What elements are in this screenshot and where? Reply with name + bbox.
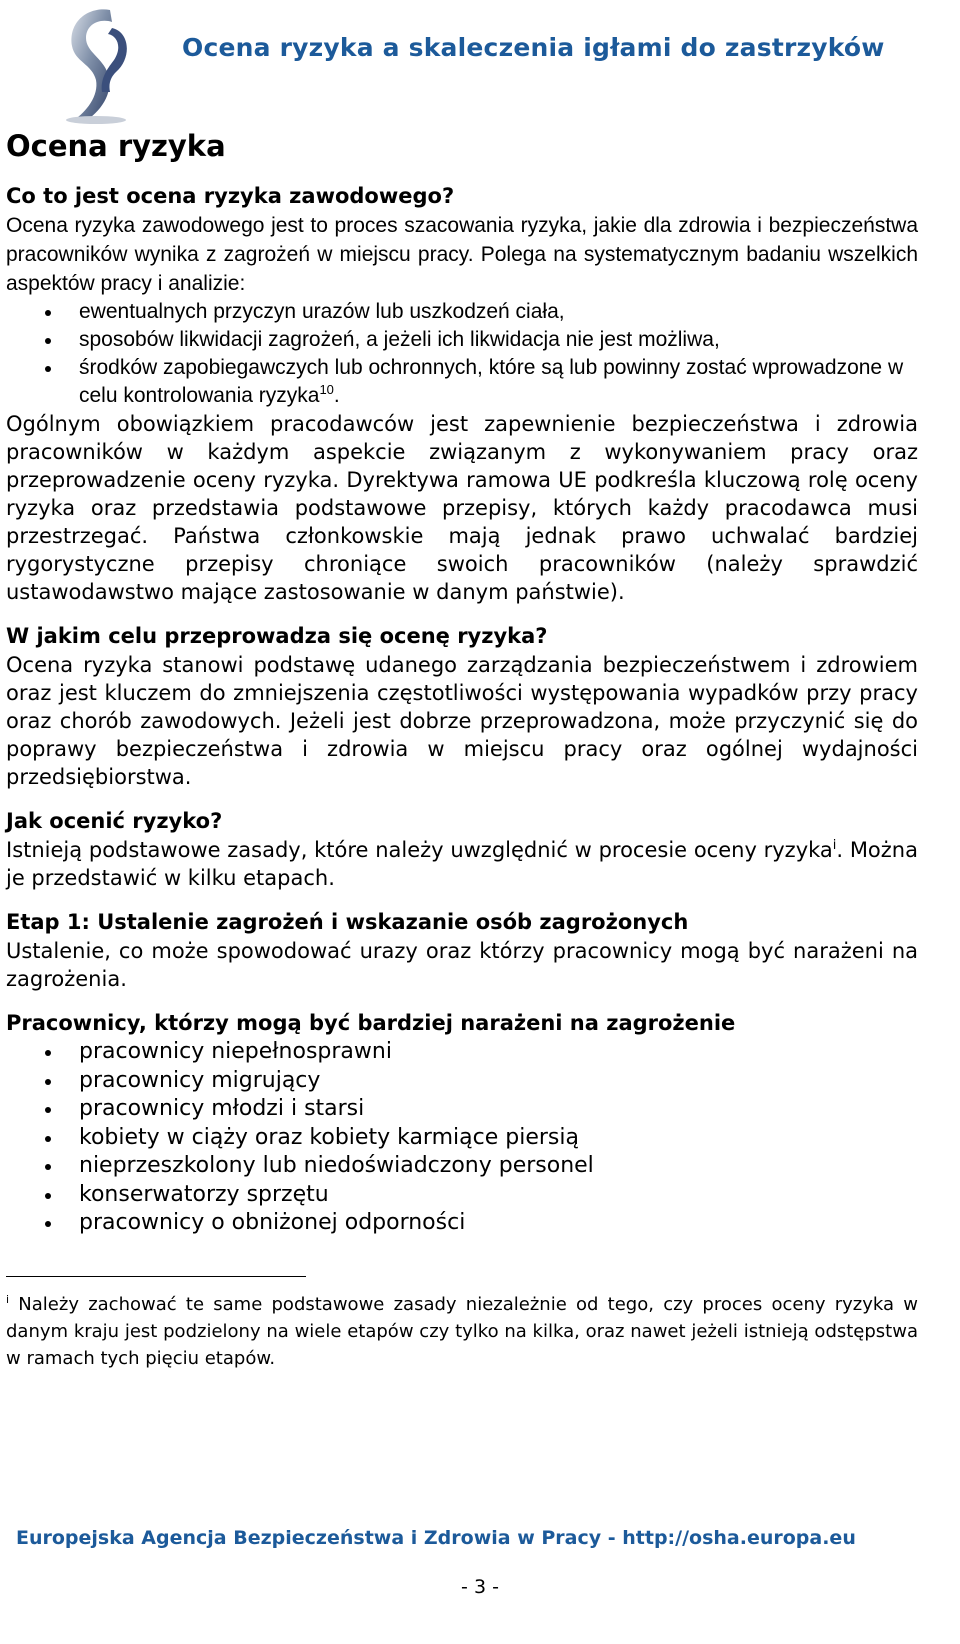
page-number: - 3 - [461,1576,499,1598]
section-paragraph: Ocena ryzyka stanowi podstawę udanego zarządzania bezpieczeństwem i zdrowiem oraz jest kluczem do zmniejszenia częstotliwości występowania wypadków przy pracy oraz chorób zawodowych. Jeżeli jest dobrze przeprowadzona, może przyczynić się do poprawy bezpieczeństwa i zdrowia w miejscu pracy oraz ogólnej wydajności przedsiębiorstwa. [6,653,918,789]
running-header-title: Ocena ryzyka a skaleczenia igłami do zastrzyków [182,33,885,62]
analysis-list [6,298,918,410]
section-heading-how: Jak ocenić ryzyko? [6,809,223,833]
document-body [6,126,918,1372]
page-footer: Europejska Agencja Bezpieczeństwa i Zdrowia w Pracy - http://osha.europa.eu [16,1527,856,1549]
list-item: sposobów likwidacji zagrożeń, a jeżeli ich likwidacja nie jest możliwa, [6,326,918,354]
osha-logo-icon [52,2,142,126]
section-heading-purpose: W jakim celu przeprowadza się ocenę ryzyka? [6,624,548,648]
page-title: Ocena ryzyka [6,129,226,163]
footnote-marker: i [6,1292,10,1306]
section-heading-what-is: Co to jest ocena ryzyka zawodowego? [6,184,455,208]
reference-superscript: 10 [319,382,334,397]
section-heading-vulnerable: Pracownicy, którzy mogą być bardziej narażeni na zagrożenie [6,1011,736,1035]
section-paragraph: Ocena ryzyka zawodowego jest to proces szacowania ryzyka, jakie dla zdrowia i bezpieczeństwa pracowników wynika z zagrożeń w miejscu pracy. Polega na systematycznym badaniu wszelkich aspektów pracy i analizie: [6,214,918,295]
section-heading-stage-1: Etap 1: Ustalenie zagrożeń i wskazanie osób zagrożonych [6,910,689,934]
list-item: środków zapobiegawczych lub ochronnych, które są lub powinny zostać wprowadzone w celu kontrolowania ryzyka$^{10}$. [6,354,918,410]
section-paragraph: Istnieją podstawowe zasady, które należy uwzględnić w procesie oceny ryzyka$^i$. Można je przedstawić w kilku etapach. [6,838,918,890]
list-item: konserwatorzy sprzętu [6,1181,918,1210]
section-paragraph: Ogólnym obowiązkiem pracodawców jest zapewnienie bezpieczeństwa i zdrowia pracowników w każdym aspekcie związanym z wykonywaniem pracy oraz przeprowadzenie oceny ryzyka. Dyrektywa ramowa UE podkreśla kluczową rolę oceny ryzyka oraz przedstawia podstawowe przepisy, których każdy pracodawca musi przestrzegać. Państwa członkowskie mają jednak prawo uchwalać bardziej rygorystyczne przepisy chroniące swoich pracowników (należy sprawdzić ustawodawstwo mające zastosowanie w danym państwie). [6,412,918,604]
vulnerable-workers-list [6,1038,918,1238]
list-item: pracownicy niepełnosprawni [6,1038,918,1067]
list-item: nieprzeszkolony lub niedoświadczony personel [6,1152,918,1181]
list-item: pracownicy migrujący [6,1067,918,1096]
section-paragraph: Ustalenie, co może spowodować urazy oraz którzy pracownicy mogą być narażeni na zagrożenia. [6,939,918,991]
list-item: kobiety w ciąży oraz kobiety karmiące piersią [6,1124,918,1153]
list-item: pracownicy o obniżonej odporności [6,1209,918,1238]
list-item: pracownicy młodzi i starsi [6,1095,918,1124]
footnote: $^i$ Należy zachować te same podstawowe zasady niezależnie od tego, czy proces oceny ryzyka w danym kraju jest podzielony na wiele etapów czy tylko na kilka, oraz nawet jeżeli istnieją odstępstwa w ramach tych pięciu etapów. [6,1292,918,1369]
list-item: ewentualnych przyczyn urazów lub uszkodzeń ciała, [6,298,918,326]
footnote-marker: i [832,838,837,853]
